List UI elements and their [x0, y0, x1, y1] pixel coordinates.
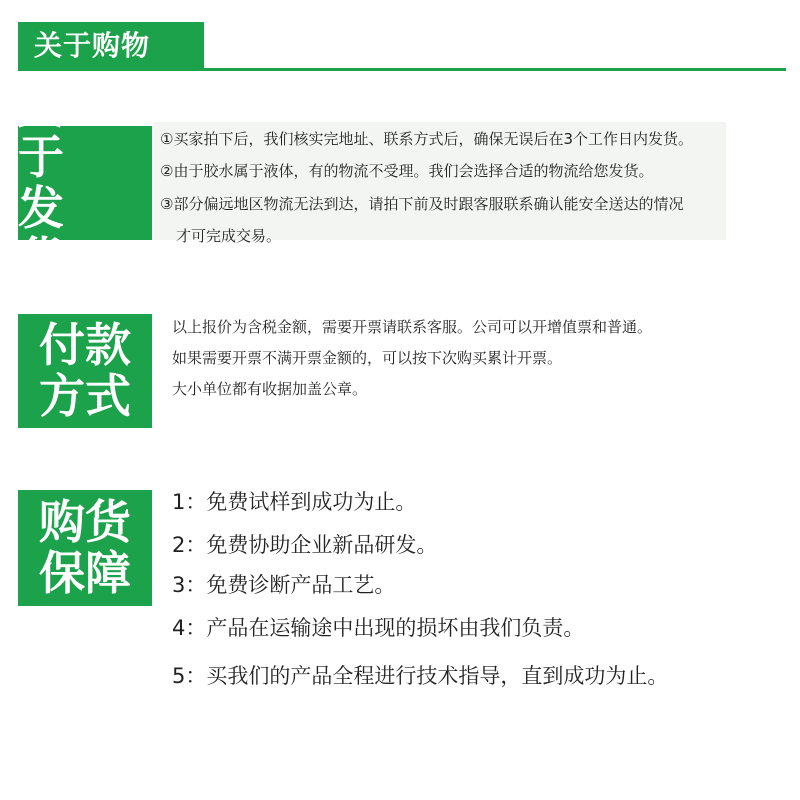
guarantee-label	[18, 490, 152, 606]
payment-line: 以上报价为含税金额，需要开票请联系客服。公司可以开增值票和普通。	[172, 318, 653, 336]
shipping-label-top: 关 于	[18, 79, 74, 185]
payment-label-top: 付款	[39, 318, 131, 373]
guarantee-item: 3：免费诊断产品工艺。	[172, 573, 396, 597]
header-divider	[18, 68, 786, 71]
guarantee-item: 2：免费协助企业新品研发。	[172, 533, 438, 557]
guarantee-item: 5：买我们的产品全程进行技术指导，直到成功为止。	[172, 664, 669, 688]
page-title: 关于购物	[34, 29, 151, 62]
payment-label	[18, 314, 152, 428]
guarantee-label-top: 购货	[39, 495, 131, 550]
shipping-line: ③部分偏远地区物流无法到达，请拍下前及时跟客服联系确认能安全送达的情况	[160, 195, 684, 213]
guarantee-label-bottom: 保障	[39, 546, 131, 600]
payment-line: 如果需要开票不满开票金额的，可以按下次购买累计开票。	[172, 349, 563, 367]
payment-line: 大小单位都有收据加盖公章。	[172, 380, 368, 398]
shipping-label-bottom: 发 货	[18, 181, 74, 286]
shipping-line: ②由于胶水属于液体，有的物流不受理。我们会选择合适的物流给您发货。	[160, 162, 654, 180]
shipping-line: ①买家拍下后，我们核实完地址、联系方式后，确保无误后在3个工作日内发货。	[160, 130, 693, 148]
payment-label-bottom: 方式	[39, 369, 131, 423]
guarantee-item: 1：免费试样到成功为止。	[172, 490, 417, 514]
shipping-line: 才可完成交易。	[176, 227, 282, 245]
guarantee-item: 4：产品在运输途中出现的损坏由我们负责。	[172, 616, 585, 640]
shipping-label	[18, 79, 152, 286]
section-header	[18, 22, 204, 70]
